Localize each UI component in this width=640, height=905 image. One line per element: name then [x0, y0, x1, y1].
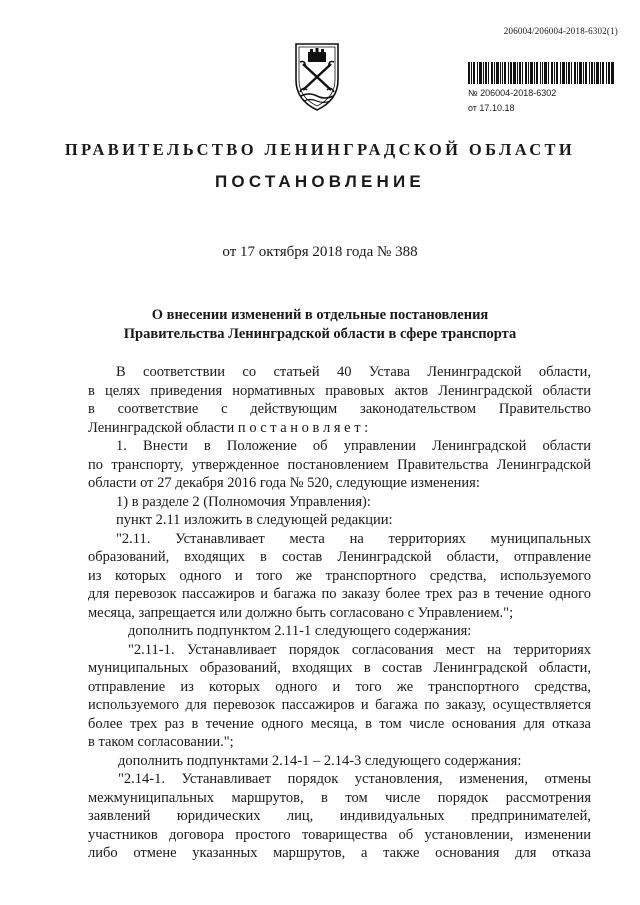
body-line: по транспорту, утвержденное постановлением Правительства Ленинградской — [88, 456, 591, 473]
document-reference-number: 206004/206004-2018-6302(1) — [503, 26, 618, 36]
subject-line: О внесении изменений в отдельные постановления — [151, 307, 489, 323]
body-line: образований, входящих в состав Ленинградской области, отправление — [88, 549, 591, 565]
body-line: отправление из которых одного и того же транспортного средства, — [88, 678, 591, 695]
body-line: участников договора простого товарищества об установлении, изменении — [88, 826, 591, 843]
body-line: межмуниципальных маршрутов, в том числе порядок рассмотрения — [88, 789, 591, 806]
body-line: из которых одного и того же транспортного средства, используемого — [88, 567, 591, 584]
government-title: ПРАВИТЕЛЬСТВО ЛЕНИНГРАДСКОЙ ОБЛАСТИ — [64, 140, 576, 159]
body-line: "2.14-1. Устанавливает порядок установления, изменения, отмены — [118, 771, 591, 787]
decree-body — [88, 363, 591, 863]
body-line: пункт 2.11 изложить в следующей редакции: — [116, 512, 393, 528]
registration-number: № 206004-2018-6302 — [468, 88, 557, 98]
body-line: в целях приведения нормативных правовых актов Ленинградской области — [88, 382, 591, 399]
body-line: либо отмене указанных маршрутов, а также основания для отказа — [88, 845, 591, 861]
coat-of-arms-emblem — [288, 40, 346, 112]
body-line: области от 27 декабря 2016 года № 520, следующие изменения: — [88, 475, 480, 491]
body-line: 1) в разделе 2 (Полномочия Управления): — [116, 493, 371, 510]
body-line: заявлений юридических лиц, индивидуальных предпринимателей, — [88, 808, 591, 824]
decree-date-number: от 17 октября 2018 года № 388 — [222, 244, 418, 260]
body-line: 1. Внести в Положение об управлении Ленинградской области — [116, 438, 591, 454]
body-line: более трех раз в течение одного месяца, в том числе основания для отказа — [88, 715, 591, 732]
body-line: используемого для перевозок пассажиров и багажа по заказу, осуществляется — [88, 697, 591, 713]
decree-title: ПОСТАНОВЛЕНИЕ — [215, 172, 425, 191]
body-line: для перевозок пассажиров и багажа по заказу более трех раз в течение одного — [88, 586, 591, 602]
subject-line: Правительства Ленинградской области в сфере транспорта — [123, 326, 517, 342]
body-line: муниципальных образований, входящих в состав Ленинградской области, — [88, 660, 591, 676]
body-line: дополнить подпунктом 2.11-1 следующего содержания: — [128, 623, 472, 639]
body-line: месяца, запрещается или должно быть согласовано с Управлением."; — [88, 604, 514, 621]
body-line: "2.11. Устанавливает места на территориях муниципальных — [116, 530, 591, 547]
barcode-image — [468, 62, 614, 84]
body-line: в таком согласовании."; — [88, 734, 234, 750]
decree-subject — [0, 306, 640, 344]
body-line: Ленинградской области п о с т а н о в л я е т : — [88, 419, 369, 436]
body-line: "2.11-1. Устанавливает порядок согласования мест на территориях — [128, 641, 591, 658]
body-line: дополнить подпунктами 2.14-1 – 2.14-3 следующего содержания: — [118, 752, 522, 769]
registration-date: от 17.10.18 — [468, 103, 515, 113]
body-line: В соответствии со статьей 40 Устава Ленинградской области, — [116, 364, 591, 380]
registration-block — [468, 62, 618, 114]
body-line: в соответствие с действующим законодательством Правительство — [88, 401, 591, 417]
